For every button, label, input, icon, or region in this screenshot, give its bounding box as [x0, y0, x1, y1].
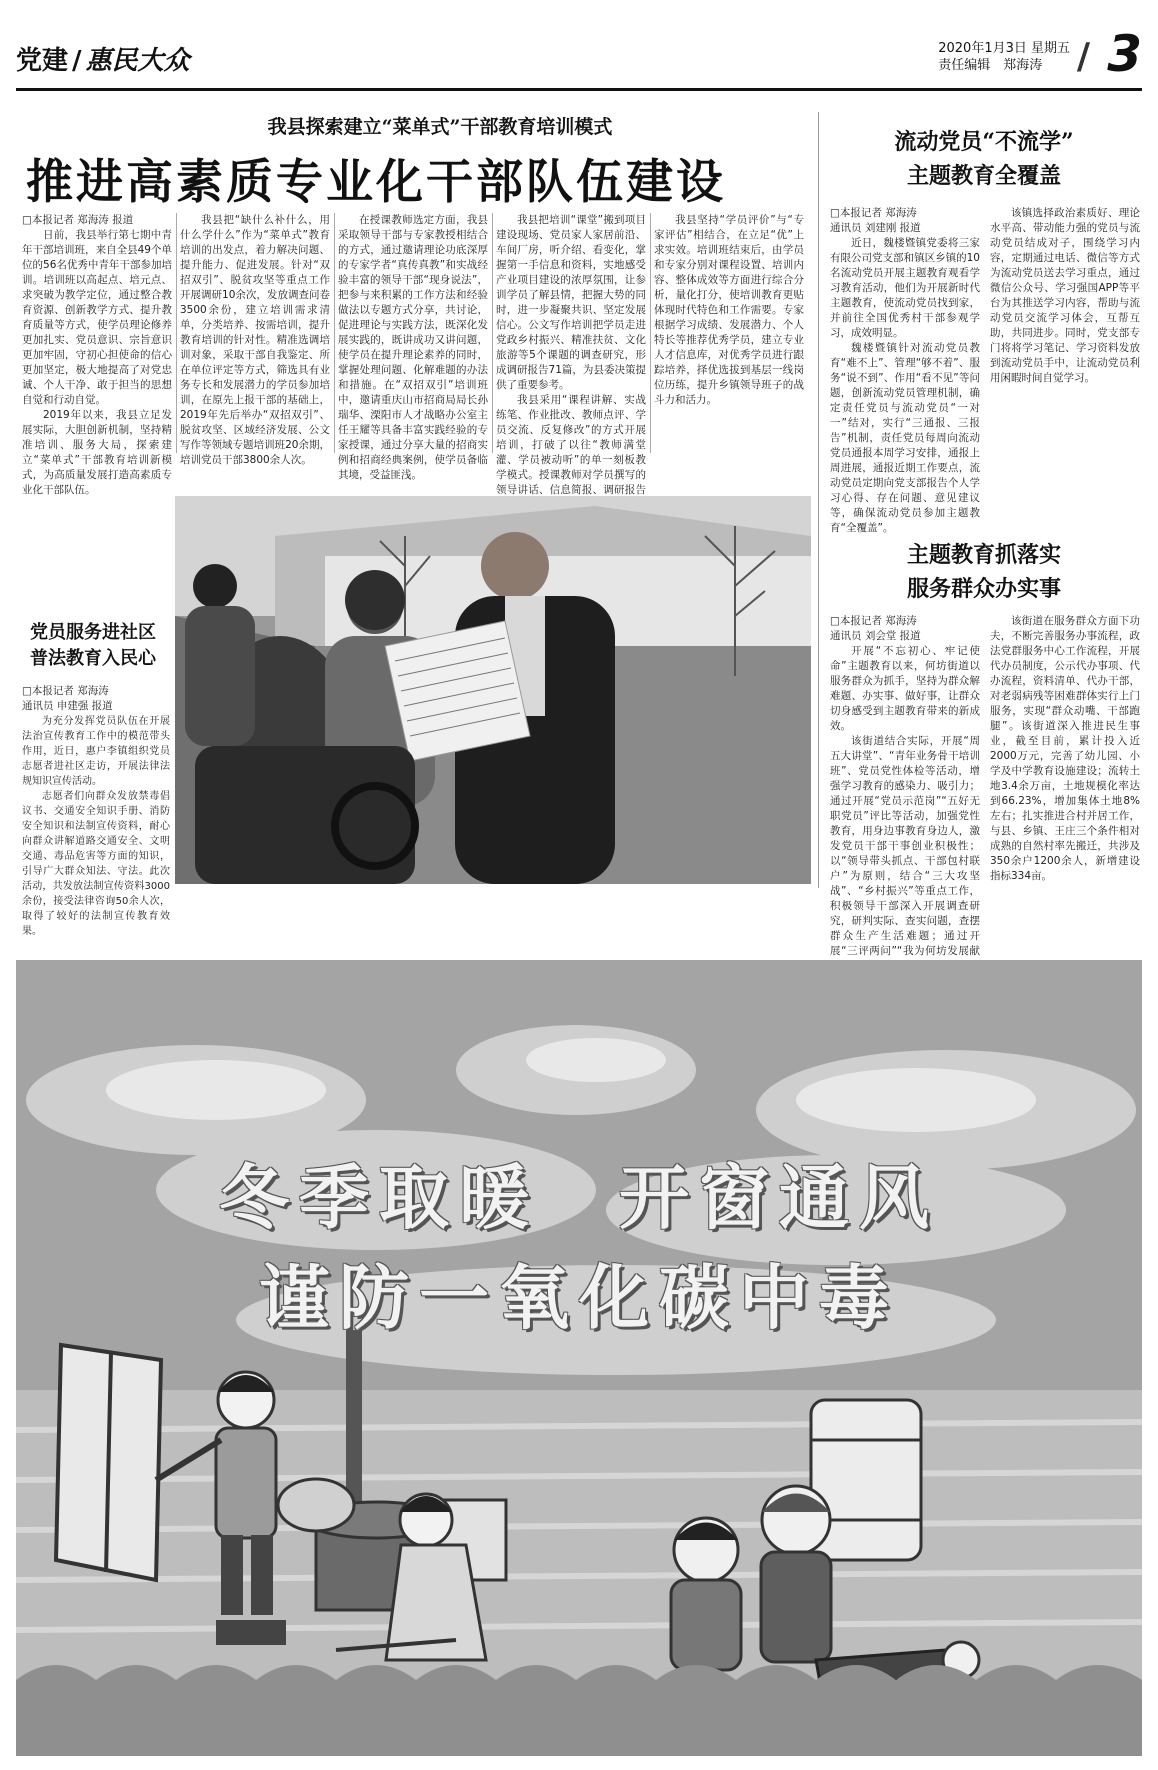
- right-article-2-title: [826, 538, 1142, 606]
- lead-column-2: [180, 213, 330, 466]
- right-article-2-title-line2: 服务群众办实事: [906, 576, 1061, 602]
- right-article-2-column-1: [830, 614, 980, 957]
- right-article-1-column-1: [830, 206, 980, 534]
- column-rule: [176, 213, 177, 453]
- page-divider: /: [1076, 36, 1090, 77]
- lead-paragraph: 2019年以来，我县立足发展实际，大胆创新机制，坚持精准培训、服务大局，探索建立“菜单式”干部教育培训新模式，为高质量发展打造高素质专业化干部队伍。: [22, 409, 172, 496]
- right-article-2-title-line1: 主题教育抓落实: [906, 542, 1061, 568]
- page-number: 3: [1107, 25, 1142, 83]
- section-name: 党建: [16, 46, 69, 76]
- right-article-1-column-2: [990, 206, 1140, 516]
- publication-date: 2020年1月3日 星期五: [938, 41, 1070, 56]
- lead-byline: □本报记者 郑海涛 报道: [22, 214, 134, 226]
- lead-headline: 推进高素质专业化干部队伍建设: [26, 155, 726, 210]
- sidebar-byline: 通讯员 申建强 报道: [22, 700, 113, 712]
- lead-paragraph: 在授课教师选定方面，我县采取领导干部与专家教授相结合的方式，通过邀请理论功底深厚的专家学者“真传真教”和实战经验丰富的领导干部“现身说法”，把参与来积累的工作方法和经验做法以专题方式分享，共讨论，促进理论与实践方法，既深化发展实践的，既讲成功又讲问题，使学员在提升理论素养的同时，掌握处理问题、化解难题的办法和措施。在“双招双引”培训班中，邀请重庆山市招商局局长孙瑞华、溧阳市人才战略办公室主任王耀等具备丰富实践经验的专家授课，通过分享大量的招商实例和招商经典案例，使学员备临其境，受益匪浅。: [338, 214, 488, 481]
- safety-poster: [16, 960, 1142, 1756]
- lead-column-3: [338, 213, 488, 481]
- lead-column-5: [654, 213, 804, 453]
- lead-column-4: [496, 213, 646, 496]
- poster-headline-1: 冬季取暖 开窗通风: [219, 1157, 939, 1239]
- right-article-2-byline: □本报记者 郑海涛: [830, 615, 917, 627]
- sidebar-paragraph: 为充分发挥党员队伍在开展法治宣传教育工作中的模范带头作用，近日，惠户李镇组织党员志愿者进社区走访，开展法律法规知识宣传活动。: [22, 716, 170, 787]
- section-label: [16, 40, 190, 77]
- poster-headline-2: 谨防一氧化碳中毒: [259, 1257, 899, 1339]
- lead-paragraph: 我县坚持“学员评价”与“专家评估”相结合，在立足“优”上求实效。培训班结束后，由学员和专家分别对课程设置、培训内容、整体成效等方面进行综合分析，量化打分，使培训教育更贴体现时代特色和工作需要。专家根据学习成绩、发展潜力、个人特长等推荐优秀学员，建立专业人才信息库，对优秀学员进行跟踪培养，择优选拔到基层一线岗位历练，提升乡镇领导班子的战斗力和活力。: [654, 214, 804, 406]
- date-block: [938, 40, 1070, 74]
- masthead-rule: [16, 88, 1142, 91]
- column-rule: [650, 213, 651, 453]
- right-article-1-title-line2: 主题教育全覆盖: [906, 163, 1061, 189]
- right-article-1-paragraph: 该镇选择政治素质好、理论水平高、带动能力强的党员与流动党员结成对子，围绕学习内容，定期通过电话、微信等方式为流动党员送去学习重点，通过微信公众号、学习强国APP等平台为其推送学习内容，帮助与流动党员交流学习体会，互帮互助，共同进步。同时，党支部专门将将学习笔记、学习资料发放到流动党员手中，让流动党员利用闲暇时间自觉学习。: [990, 207, 1140, 384]
- lead-paragraph: 我县采用“课程讲解、实战练笔、作业批改、教师点评、学员交流、反复修改”的方式开展培训，打破了以往“教师满堂灌、学员被动听”的单一刻板教学模式。授课教师对学员撰写的领导讲话、信息简报、调研报告: [496, 394, 646, 496]
- sidebar-article-title: [18, 620, 168, 672]
- news-photo: [175, 496, 811, 884]
- right-article-1-title: [826, 125, 1142, 193]
- right-article-1-paragraph: 近日，魏楼暨镇党委将三家有限公司党支部和镇区乡镇的10名流动党员开展主题教育观看学习教育活动，他们为开展新时代主题教育，使流动党员找到家，并前往全国优秀村干部参观学习，成效明显。: [830, 237, 980, 339]
- right-article-2-paragraph: 该街道结合实际，开展“周五大讲堂”、“青年业务骨干培训班”、党员党性体检等活动，增强学习教育的感染力、吸引力；通过开展“党员示范岗”“五好无职党员”评比等活动，加强党性教育，用身边事教育身边人，激发党员干部干事创业积极性；以“领导带头抓点、干部包村联户”为原则，结合“三大攻坚战”、“乡村振兴”等重点工作，积极领导干部深入开展调查研究，研判实际、查实问题，查摆群众生产生活难题；通过开展“三评两问”“我为何坊发展献: [830, 735, 980, 957]
- right-article-1-paragraph: 魏楼暨镇针对流动党员教育“难不上”、管理“够不着”、服务“说不到”、作用“看不见”等问题，创新流动党员管理机制，确定责任党员与流动党员“一对一”结对，实行“三通报、三报告”机制，责任党员每周向流动党员通报本周学习安排，通报上周进展，通报近期工作要点，流动党员定期向党支部报告个人学习心得、存在问题、意见建议等，确保流动党员参加主题教育“全覆盖”。: [830, 342, 980, 534]
- right-article-2-byline: 通讯员 刘会堂 报道: [830, 630, 921, 642]
- sidebar-paragraph: 志愿者们向群众发放禁毒倡议书、交通安全知识手册、消防安全知识和法制宣传资料，耐心向群众讲解道路交通安全、文明交通、毒品危害等方面的知识，引导广大群众知法、守法。此次活动，共发放法制宣传资料3000余份，接受法律咨询50余人次，取得了较好的法制宣传教育效果。: [22, 791, 170, 937]
- right-article-1-byline: □本报记者 郑海涛: [830, 207, 917, 219]
- sidebar-article-body: [22, 684, 170, 937]
- masthead: [16, 25, 1142, 90]
- column-rule: [334, 213, 335, 453]
- photo-illustration: [175, 496, 811, 884]
- poster-artwork: [16, 960, 1142, 1756]
- right-article-2-paragraph: 该街道在服务群众方面下功夫，不断完善服务办事流程，政法党群服务中心工作流程，开展代办员制度，公示代办事项、代办流程，资料清单、代办干部，对老弱病残等困难群体实行上门服务，实现“群众动嘴、干部跑腿”。该街道深入推进民生事业，截至目前，累计投入近2000万元，完善了幼儿园、小学及中学教育设施建设；流转土地3.4余万亩，土地规模化率达到66.23%，增加集体土地8%左右；扎实推进合村并居工作，与县、乡镇、王庄三个条件相对成熟的自然村率先搬迁，共涉及350余户1200余人，新增建设指标334亩。: [990, 615, 1140, 882]
- lead-paragraph: 我县把培训“课堂”搬到项目建设现场、党员家人家居前沿、车间厂房，听介绍、看变化，掌握第一手信息和资料，实地感受产业项目建设的浓厚氛围，让参训学员了解县情，把握大势的同时，进一步凝聚共识、坚定发展信心。公文写作培训把学员走进党政乡村振兴、精准扶贫、文化旅游等5个课题的调查研究，形成调研报告71篇，为县委决策提供了重要参考。: [496, 214, 646, 391]
- right-article-1-byline: 通讯员 刘建刚 报道: [830, 222, 921, 234]
- lead-paragraph: 我县把“缺什么补什么，用什么学什么”作为“菜单式”教育培训的出发点，着力解决问题、提升能力、促进发展。针对“双招双引”、脱贫攻坚等重点工作开展调研10余次，发放调查问卷3500余份，建立培训需求清单，分类培养、按需培训，提升教育培训的针对性。精准选调培训对象，采取干部自我鉴定、所在单位评定等方式，筛选具有业务专长和发展潜力的学员参加培训，在原先上报干部的基础上，2019年先后举办“双招双引”、脱贫攻坚、区域经济发展、公文写作等领域专题培训班20余期，培训党员干部3800余人次。: [180, 214, 330, 466]
- editor-credit: 责任编辑 郑海涛: [938, 58, 1043, 73]
- right-article-2-paragraph: 开展“不忘初心、牢记使命”主题教育以来，何坊街道以服务群众为抓手，坚持为群众解难题、办实事、做好事，让群众切身感受到主题教育带来的新成效。: [830, 645, 980, 732]
- sidebar-byline: □本报记者 郑海涛: [22, 685, 109, 697]
- section-brand: 惠民大众: [85, 46, 190, 76]
- right-article-1-title-line1: 流动党员“不流学”: [894, 129, 1074, 155]
- sidebar-title-line2: 普法教育入民心: [30, 648, 156, 669]
- section-divider: /: [72, 46, 82, 76]
- lead-paragraph: 日前，我县举行第七期中青年干部培训班，来自全县49个单位的56名优秀中青年干部参加培训。培训班以高起点、培元点、求突破为教学定位，通过整合教育资源、创新教学方式、提升教育质量等方式，使学员理论修养更加扎实、党员意识、宗旨意识更加牢固，守初心担使命的信心更加坚定，极大地提高了对党忠诚、个人干净、敢于担当的思想自觉和行动自觉。: [22, 229, 172, 406]
- sidebar-title-line1: 党员服务进社区: [30, 622, 156, 643]
- lead-column-1: [22, 213, 172, 523]
- right-article-2-column-2: [990, 614, 1140, 894]
- lead-subheadline: 我县探索建立“菜单式”干部教育培训模式: [267, 116, 613, 138]
- right-column-rule: [818, 112, 819, 888]
- column-rule: [492, 213, 493, 453]
